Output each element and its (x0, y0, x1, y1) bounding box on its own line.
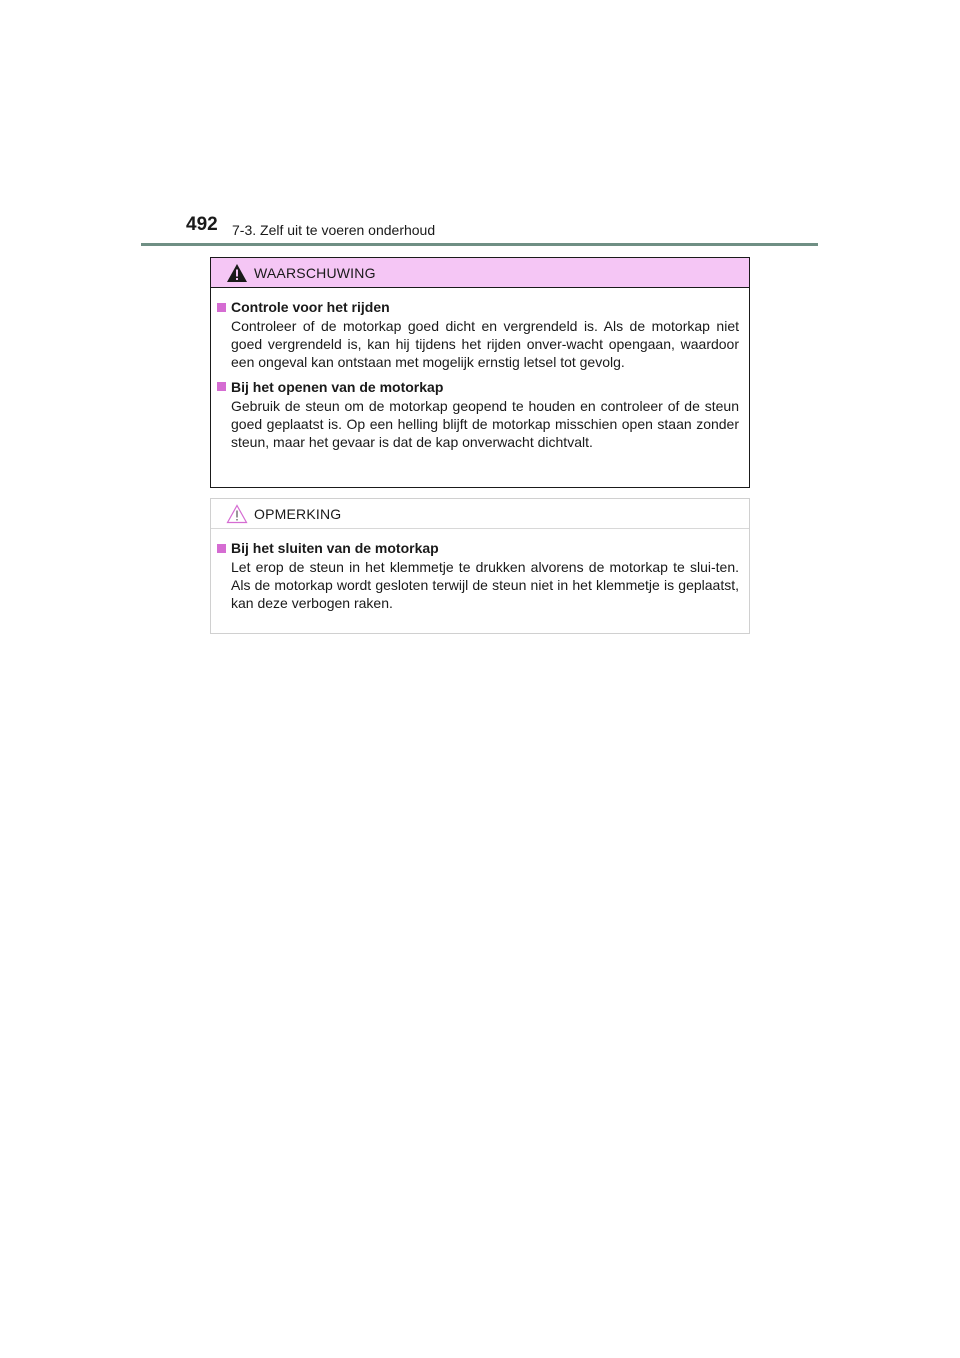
notice-body (211, 529, 749, 613)
square-bullet-icon (217, 544, 226, 553)
warning-triangle-icon (226, 263, 248, 283)
square-bullet-icon (217, 303, 226, 312)
warning-item-text: Gebruik de steun om de motorkap geopend te houden en controleer of de steun goed geplaatst is. Op een helling blijft de motorkap misschien open staan zonder steun, maar het gevaar is dat de kap onverwacht dichtvalt. (231, 397, 739, 451)
notice-item-heading (217, 539, 739, 557)
section-title: 7-3. Zelf uit te voeren onderhoud (232, 222, 436, 238)
warning-body (211, 288, 749, 451)
warning-item-heading (217, 298, 739, 316)
caution-triangle-outline-icon (226, 504, 248, 524)
notice-item (217, 539, 739, 613)
warning-box (210, 257, 750, 488)
square-bullet-icon (217, 382, 226, 391)
warning-item-heading-text: Controle voor het rijden (231, 299, 390, 315)
page-number: 492 (186, 214, 218, 235)
warning-header (211, 258, 749, 288)
warning-item-heading (217, 378, 739, 396)
warning-item (217, 378, 739, 452)
notice-label: OPMERKING (254, 506, 342, 522)
warning-label: WAARSCHUWING (254, 265, 376, 281)
notice-box (210, 498, 750, 634)
notice-item-text: Let erop de steun in het klemmetje te drukken alvorens de motorkap te slui-ten. Als de motorkap wordt gesloten terwijl de steun niet in het klemmetje is geplaatst, kan deze verbogen raken. (231, 559, 739, 612)
header-divider (141, 243, 818, 246)
warning-item-heading-text: Bij het openen van de motorkap (231, 378, 444, 395)
warning-item-text: Controleer of de motorkap goed dicht en vergrendeld is. Als de motorkap niet goed vergrendeld is, kan hij tijdens het rijden onver-wacht opengaan, waardoor een ongeval kan ontstaan met mogelijk ernstig letsel tot gevolg. (231, 318, 739, 371)
warning-item (217, 298, 739, 372)
notice-item-heading-text: Bij het sluiten van de motorkap (231, 540, 439, 556)
notice-header (211, 499, 749, 529)
